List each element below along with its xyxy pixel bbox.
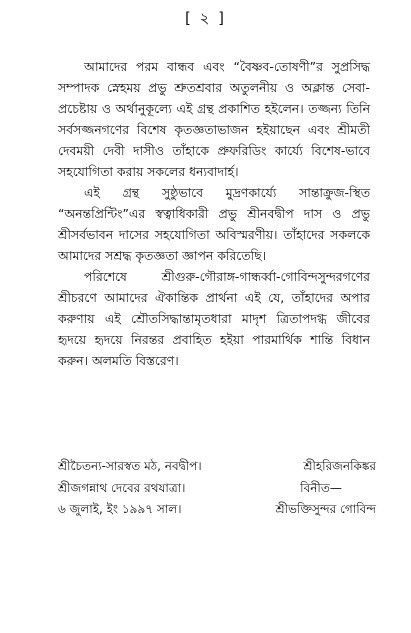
paragraph-acknowledgement: আমাদের পরম বান্ধব এবং “বৈষ্ণব-তোষণী”র সুপ্রসিদ্ধ সম্পাদক স্নেহময় প্রভু শ্রুতশ্রবার অতুলনীয় ও অক্লান্ত সেবা-প্রচেষ্টায় ও অর্থানুকূল্যে এই গ্রন্থ প্রকাশিত হইলেন। তজ্জন্য তিনি সর্বসজ্জনগণের বিশেষ কৃতজ্ঞতাভাজন হইয়াছেন এবং শ্রীমতী দেবময়ী দেবী দাসীও তাঁহাকে প্রুফরিডিং কার্য্যে বিশেষ-ভাবে সহযোগিতা করায় সকলের ধন্যবাদার্হ।: [58, 59, 370, 179]
signature-row-1: [58, 456, 376, 478]
signature-humble: বিনীত—: [300, 480, 342, 495]
signature-place: শ্রীচৈতন্য-সারস্বত মঠ, নবদ্বীপ।: [58, 459, 202, 473]
body-text: [58, 56, 370, 371]
signature-row-2: [58, 478, 376, 500]
signature-name: শ্রীভক্তিসুন্দর গোবিন্দ: [275, 502, 376, 516]
paragraph-printing: এই গ্রন্থ সুষ্ঠুভাবে মুদ্রণকার্য্যে সান্তাক্রুজ-স্থিত “অনন্তপ্রিন্টিং”এর স্বত্বাধিকারী প্রভু শ্রীনবদ্বীপ দাস ও প্রভু শ্রীসর্বভাবন দাসের সহযোগিতা অবিস্মরণীয়। তাঁহাদের সকলকে আমাদের সশ্রদ্ধ কৃতজ্ঞতা জ্ঞাপন করিতেছি।: [58, 185, 370, 263]
signature-row-3: [58, 499, 376, 521]
signature-title: শ্রীহরিজনকিঙ্কর: [303, 459, 376, 473]
page-number: [ ২ ]: [185, 9, 226, 27]
paragraph-prayer: পরিশেষে শ্রীগুরু-গৌরাঙ্গ-গান্ধর্ব্বা-গোবিন্দসুন্দরগণের শ্রীচরণে আমাদের ঐকান্তিক প্রার্থনা এই যে, তাঁহাদের অপার করুণায় এই শ্রৌতসিদ্ধান্তামৃতধারা মাদৃশ ত্রিতাপদগ্ধ জীবের হৃদয়ে হৃদয়ে নিরন্তর প্রবাহিত হইয়া পারমার্থিক শান্তি বিধান করুন। অলমতি বিস্তরেণ।: [58, 269, 370, 368]
signature-date: ৬ জুলাই, ইং ১৯৯৭ সাল।: [58, 502, 182, 516]
signature-block: [58, 456, 376, 521]
signature-occasion: শ্রীজগন্নাথ দেবের রথযাত্রা।: [58, 480, 186, 495]
